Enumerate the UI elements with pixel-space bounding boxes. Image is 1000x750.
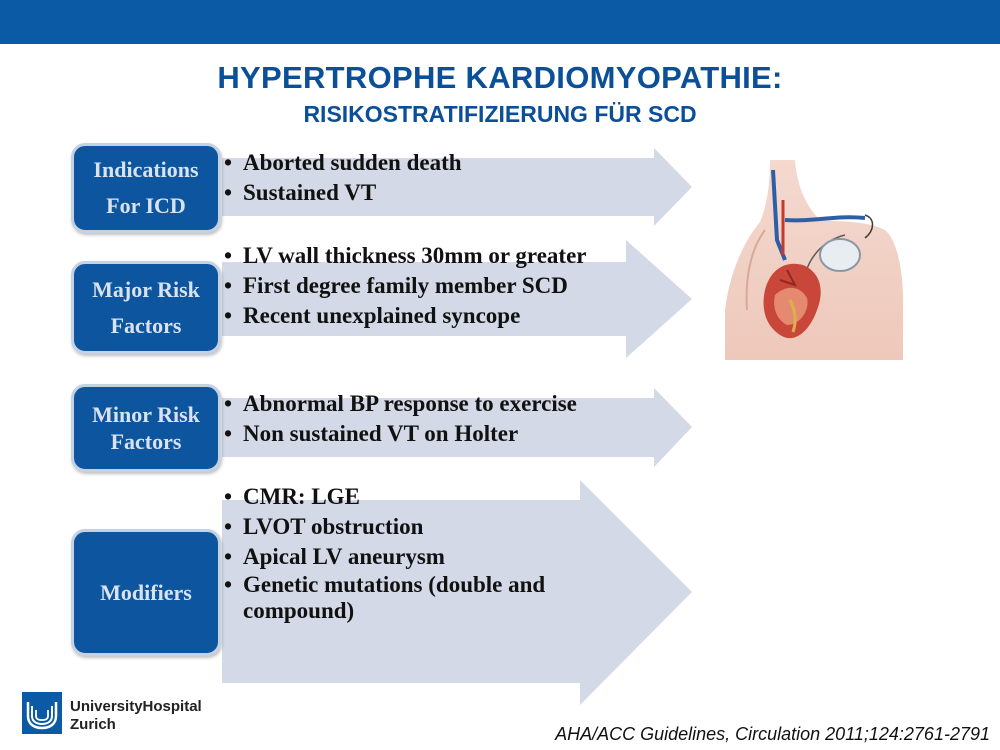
list-item: • Genetic mutations (double and compound) xyxy=(224,572,584,624)
slide-title: HYPERTROPHE KARDIOMYOPATHIE: xyxy=(217,60,783,95)
label-indications-line1: Indications xyxy=(93,157,199,182)
list-indications xyxy=(224,148,462,208)
label-indications-line2: For ICD xyxy=(106,193,186,218)
list-item: • Sustained VT xyxy=(224,178,462,208)
list-item: • Recent unexplained syncope xyxy=(224,301,587,331)
label-modifiers xyxy=(71,529,221,656)
logo-wordmark xyxy=(70,698,202,734)
university-hospital-logo-icon xyxy=(22,692,62,734)
citation-footnote: AHA/ACC Guidelines, Circulation 2011;124:2761-2791 xyxy=(555,724,990,744)
list-item: • Non sustained VT on Holter xyxy=(224,419,577,449)
list-item: • LVOT obstruction xyxy=(224,512,584,542)
label-major-risk-factors xyxy=(71,261,221,354)
list-item: • Apical LV aneurysm xyxy=(224,542,584,572)
label-major-line2: Factors xyxy=(110,312,182,338)
list-item: • Aborted sudden death xyxy=(224,148,462,178)
list-major-risk xyxy=(224,241,587,331)
label-minor-risk-factors xyxy=(71,384,221,472)
label-minor-line2: Factors xyxy=(110,429,182,454)
list-item: • First degree family member SCD xyxy=(224,271,587,301)
list-minor-risk xyxy=(224,389,577,449)
label-major-line1: Major Risk xyxy=(92,276,200,302)
logo-line2: Zurich xyxy=(70,716,116,733)
list-item: • Abnormal BP response to exercise xyxy=(224,389,577,419)
logo-line1: UniversityHospital xyxy=(70,698,202,715)
slide-subtitle: RISIKOSTRATIFIZIERUNG FÜR SCD xyxy=(303,101,697,127)
list-item: • CMR: LGE xyxy=(224,482,584,512)
label-indications-for-icd xyxy=(71,143,221,233)
list-modifiers xyxy=(224,482,584,624)
chest-icd-heart-illustration xyxy=(725,160,905,360)
label-modifiers-text: Modifiers xyxy=(100,579,192,605)
label-minor-line1: Minor Risk xyxy=(92,402,200,427)
list-item: • LV wall thickness 30mm or greater xyxy=(224,241,587,271)
